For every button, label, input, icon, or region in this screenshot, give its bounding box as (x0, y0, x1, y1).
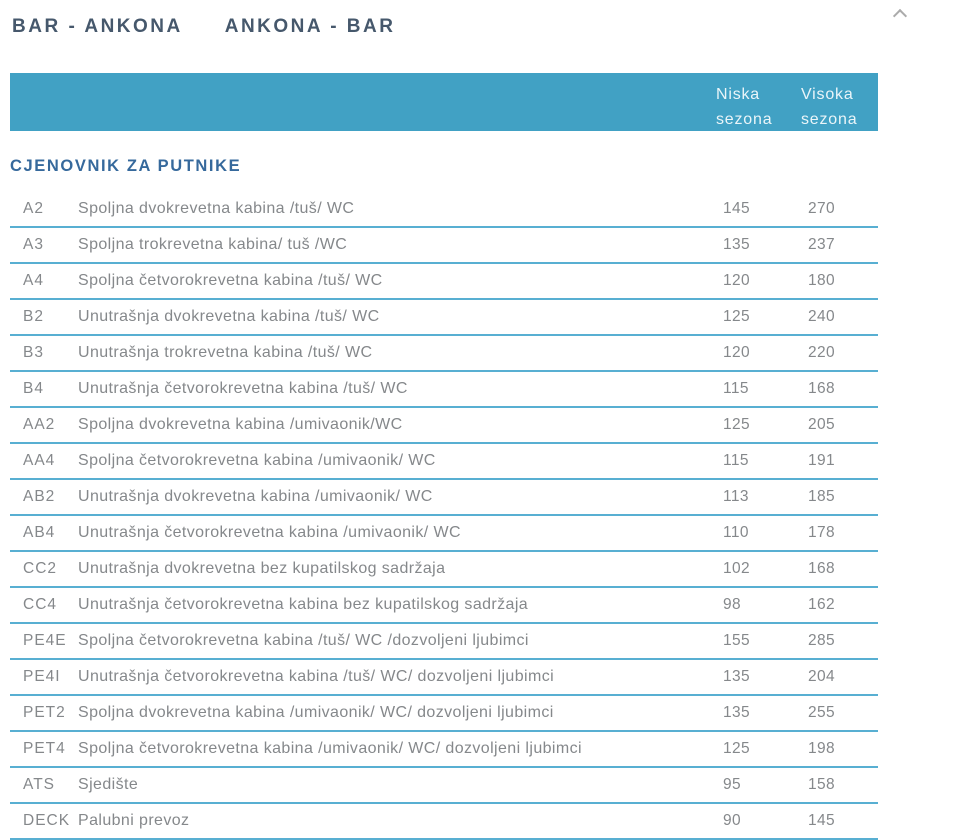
cabin-code: B2 (23, 308, 44, 325)
table-row (10, 372, 878, 408)
cabin-description: Spoljna četvorokrevetna kabina /umivaonik/ WC (78, 452, 436, 469)
cabin-code: B3 (23, 344, 44, 361)
cabin-code: PE4E (23, 632, 67, 649)
cabin-description: Unutrašnja četvorokrevetna kabina /tuš/ WC (78, 380, 408, 397)
cabin-code: AA2 (23, 416, 56, 433)
low-season-price: 135 (723, 704, 751, 721)
table-row (10, 660, 878, 696)
table-row (10, 696, 878, 732)
cabin-code: CC2 (23, 560, 58, 577)
table-row (10, 732, 878, 768)
high-season-price: 205 (808, 416, 836, 433)
high-season-price: 178 (808, 524, 836, 541)
cabin-description: Unutrašnja četvorokrevetna kabina /umivaonik/ WC (78, 524, 461, 541)
high-season-price: 285 (808, 632, 836, 649)
low-season-price: 155 (723, 632, 751, 649)
table-row (10, 336, 878, 372)
table-row (10, 624, 878, 660)
cabin-description: Spoljna četvorokrevetna kabina /tuš/ WC /dozvoljeni ljubimci (78, 632, 529, 649)
low-season-price: 102 (723, 560, 751, 577)
high-season-price: 168 (808, 560, 836, 577)
high-season-price: 185 (808, 488, 836, 505)
high-season-price: 220 (808, 344, 836, 361)
low-season-price: 135 (723, 668, 751, 685)
cabin-description: Unutrašnja četvorokrevetna kabina bez kupatilskog sadržaja (78, 596, 529, 613)
table-row (10, 516, 878, 552)
cabin-description: Spoljna trokrevetna kabina/ tuš /WC (78, 236, 348, 253)
low-season-price: 120 (723, 344, 751, 361)
low-season-price: 115 (723, 380, 749, 397)
high-season-price: 145 (808, 812, 836, 829)
table-row (10, 192, 878, 228)
cabin-code: A4 (23, 272, 44, 289)
high-season-price: 255 (808, 704, 836, 721)
cabin-code: CC4 (23, 596, 58, 613)
low-season-price: 135 (723, 236, 751, 253)
low-season-price: 125 (723, 740, 751, 757)
low-season-price: 120 (723, 272, 751, 289)
low-season-header: Niska sezona (716, 86, 773, 128)
table-row (10, 480, 878, 516)
low-season-price: 113 (723, 488, 749, 505)
high-season-header: Visoka sezona (801, 86, 858, 128)
cabin-description: Unutrašnja dvokrevetna kabina /tuš/ WC (78, 308, 380, 325)
table-row (10, 588, 878, 624)
cabin-description: Spoljna dvokrevetna kabina /tuš/ WC (78, 200, 355, 217)
table-row (10, 408, 878, 444)
cabin-description: Spoljna dvokrevetna kabina /umivaonik/ WC/ dozvoljeni ljubimci (78, 704, 554, 721)
high-season-price: 162 (808, 596, 836, 613)
cabin-description: Unutrašnja trokrevetna kabina /tuš/ WC (78, 344, 373, 361)
cabin-description: Sjedište (78, 776, 139, 793)
high-season-price: 204 (808, 668, 836, 685)
table-row (10, 552, 878, 588)
cabin-description: Spoljna četvorokrevetna kabina /tuš/ WC (78, 272, 383, 289)
low-season-price: 145 (723, 200, 751, 217)
low-season-price: 90 (723, 812, 742, 829)
low-season-price: 98 (723, 596, 742, 613)
cabin-code: AB4 (23, 524, 56, 541)
cabin-code: AA4 (23, 452, 56, 469)
high-season-price: 191 (808, 452, 836, 469)
high-season-price: 180 (808, 272, 836, 289)
cabin-description: Spoljna četvorokrevetna kabina /umivaonik/ WC/ dozvoljeni ljubimci (78, 740, 582, 757)
page-title: CJENOVNIK ZA PUTNIKE (10, 157, 242, 175)
low-season-price: 110 (723, 524, 749, 541)
table-row (10, 264, 878, 300)
cabin-code: PET2 (23, 704, 66, 721)
table-row (10, 804, 878, 840)
high-season-price: 158 (808, 776, 836, 793)
table-row (10, 300, 878, 336)
cabin-description: Unutrašnja četvorokrevetna kabina /tuš/ WC/ dozvoljeni ljubimci (78, 668, 555, 685)
cabin-code: DECK (23, 812, 71, 829)
high-season-price: 237 (808, 236, 836, 253)
low-season-price: 125 (723, 416, 751, 433)
table-row (10, 444, 878, 480)
price-table (10, 192, 878, 840)
season-header-band (10, 73, 878, 131)
chevron-up-icon[interactable] (894, 8, 906, 20)
cabin-code: A3 (23, 236, 44, 253)
high-season-price: 270 (808, 200, 836, 217)
cabin-description: Unutrašnja dvokrevetna bez kupatilskog sadržaja (78, 560, 446, 577)
cabin-code: AB2 (23, 488, 56, 505)
low-season-price: 115 (723, 452, 749, 469)
cabin-description: Spoljna dvokrevetna kabina /umivaonik/WC (78, 416, 403, 433)
table-row (10, 228, 878, 264)
high-season-price: 198 (808, 740, 836, 757)
tab-bar-ankona[interactable]: BAR - ANKONA (12, 16, 183, 37)
high-season-price: 240 (808, 308, 836, 325)
table-row (10, 768, 878, 804)
cabin-code: ATS (23, 776, 55, 793)
cabin-code: PET4 (23, 740, 66, 757)
high-season-price: 168 (808, 380, 836, 397)
low-season-price: 125 (723, 308, 751, 325)
low-season-price: 95 (723, 776, 742, 793)
cabin-description: Unutrašnja dvokrevetna kabina /umivaonik/ WC (78, 488, 433, 505)
cabin-description: Palubni prevoz (78, 812, 190, 829)
route-tabs (12, 16, 395, 38)
cabin-code: B4 (23, 380, 44, 397)
tab-ankona-bar[interactable]: ANKONA - BAR (224, 16, 396, 37)
cabin-code: A2 (23, 200, 44, 217)
cabin-code: PE4I (23, 668, 61, 685)
